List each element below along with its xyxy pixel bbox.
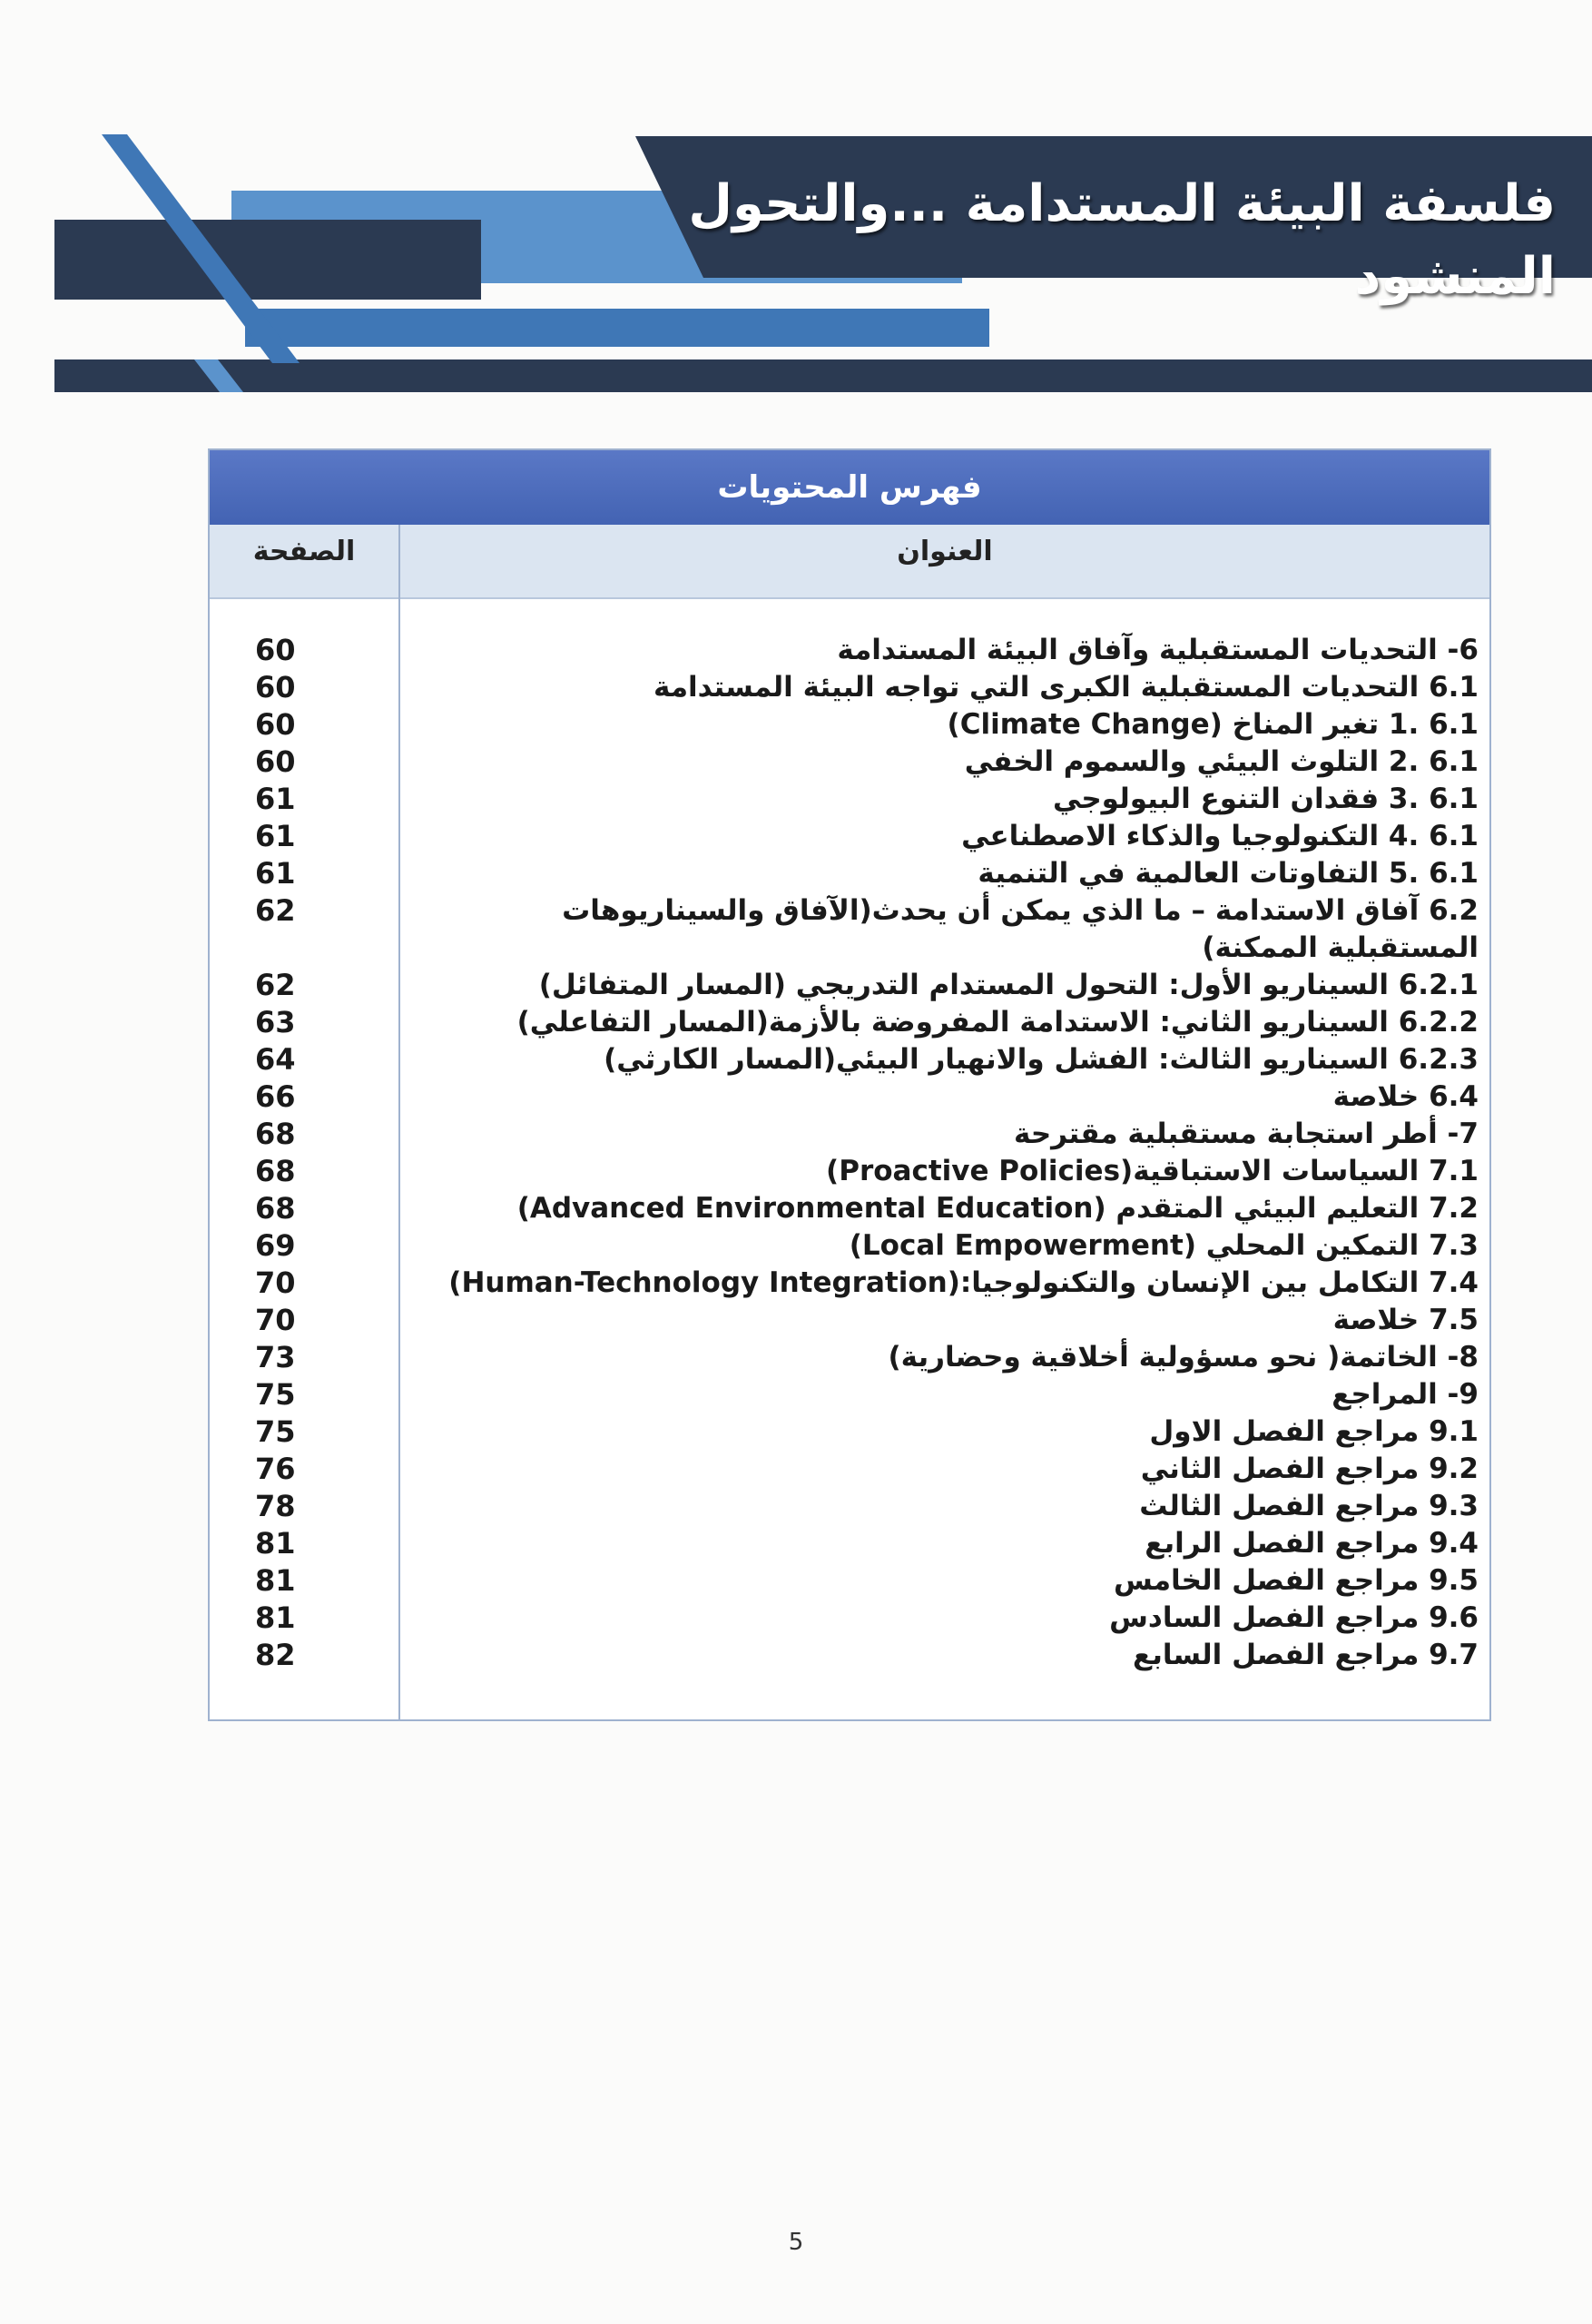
toc-entry-page: 68 [255,1117,296,1151]
toc-entry-title: 6- التحديات المستقبلية وآفاق البيئة المستدامة [837,634,1479,666]
toc-entry-title: 6.1 .2 التلوث البيئي والسموم الخفي [964,745,1479,778]
toc-title: فهرس المحتويات [210,450,1489,525]
toc-entry[interactable] [210,669,1489,706]
toc-entry[interactable] [210,1562,1489,1600]
toc-entry-title: 9.5 مراجع الفصل الخامس [1114,1564,1479,1597]
toc-entry-title: 9.2 مراجع الفصل الثاني [1140,1452,1479,1485]
toc-entry-title: 6.1 .4 التكنولوجيا والذكاء الاصطناعي [961,820,1479,852]
toc-entry-title: 9.6 مراجع الفصل السادس [1109,1601,1479,1634]
toc-entry-page: 81 [255,1563,296,1598]
toc-entry-title: 7.4 التكامل بين الإنسان والتكنولوجيا:(Human-Technology Integration) [448,1266,1479,1299]
toc-entry-title: 9.3 مراجع الفصل الثالث [1139,1490,1479,1522]
toc-entry-title: 9.1 مراجع الفصل الاول [1149,1415,1479,1448]
toc-entry-title: 6.4 خلاصة [1332,1080,1479,1113]
toc-entry[interactable] [210,855,1489,892]
toc-entry-title: 7.2 التعليم البيئي المتقدم (Advanced Environmental Education) [516,1192,1479,1225]
toc-entry[interactable] [210,1376,1489,1413]
toc-entry-page: 60 [255,707,296,742]
toc-entry[interactable] [210,1637,1489,1674]
toc-entry-page: 68 [255,1191,296,1226]
toc-entry-title: 6.2.2 السيناريو الثاني: الاستدامة المفروضة بالأزمة(المسار التفاعلي) [516,1006,1479,1039]
toc-entry[interactable] [210,781,1489,818]
toc-entry-title: 8- الخاتمة( نحو مسؤولية أخلاقية وحضارية) [888,1341,1479,1374]
toc-entry[interactable] [210,1302,1489,1339]
header-divider [210,597,1489,599]
toc-entry[interactable] [210,1116,1489,1153]
toc-entry-page: 60 [255,744,296,779]
toc-entry-title: 6.2.3 السيناريو الثالث: الفشل والانهيار البيئي(المسار الكارثي) [604,1043,1479,1076]
toc-entry-page: 60 [255,670,296,704]
toc-entry-title: 9.4 مراجع الفصل الرابع [1145,1527,1479,1560]
toc-entry-page: 62 [255,893,296,928]
toc-entry-page: 61 [255,819,296,853]
toc-entry-title: 7.1 السياسات الاستباقية(Proactive Policies) [826,1155,1479,1187]
toc-entry[interactable] [210,1413,1489,1451]
toc-entry[interactable] [210,1227,1489,1265]
toc-entry-title: 6.1 التحديات المستقبلية الكبرى التي تواجه البيئة المستدامة [654,671,1479,704]
toc-entry-page: 81 [255,1526,296,1561]
toc-entry-page: 81 [255,1600,296,1635]
toc-entry-page: 66 [255,1079,296,1114]
toc-entry-page: 82 [255,1638,296,1672]
toc-entry-title: 7- أطر استجابة مستقبلية مقترحة [1014,1118,1479,1150]
toc-entry-title: 9- المراجع [1332,1378,1479,1411]
toc-entry-title: 6.1 .5 التفاوتات العالمية في التنمية [978,857,1479,890]
toc-entry-page: 64 [255,1042,296,1077]
toc-entry[interactable] [210,1339,1489,1376]
toc-entry[interactable] [210,743,1489,781]
toc-entry-page: 73 [255,1340,296,1374]
toc-entry[interactable] [210,1265,1489,1302]
banner-bottom-stripe [54,359,1592,392]
column-header-title: العنوان [897,536,993,567]
toc-table [208,448,1491,1721]
toc-entry-page: 78 [255,1489,296,1523]
toc-entry[interactable] [210,1078,1489,1116]
toc-entry[interactable] [210,706,1489,743]
toc-entry-title: 7.5 خلاصة [1332,1304,1479,1336]
toc-entry[interactable] [210,1153,1489,1190]
toc-entry-page: 70 [255,1303,296,1337]
toc-entry[interactable] [210,1600,1489,1637]
toc-entry[interactable] [210,1004,1489,1041]
toc-entry[interactable] [210,1451,1489,1488]
toc-entry-title: 7.3 التمكين المحلي (Local Empowerment) [849,1229,1479,1262]
toc-entry-page: 69 [255,1228,296,1263]
toc-entry-page: 75 [255,1377,296,1412]
toc-entry-page: 61 [255,782,296,816]
toc-entry[interactable] [210,818,1489,855]
toc-entry-title: 6.2 آفاق الاستدامة – ما الذي يمكن أن يحدث(الآفاق والسيناريوهات المستقبلية الممكنة) [562,894,1479,964]
toc-entry-title: 9.7 مراجع الفصل السابع [1133,1639,1479,1671]
toc-entry-page: 61 [255,856,296,891]
toc-entry-page: 62 [255,968,296,1002]
toc-entry[interactable] [210,1190,1489,1227]
toc-entry-page: 63 [255,1005,296,1039]
toc-entry-page: 60 [255,633,296,667]
toc-entry-page: 75 [255,1414,296,1449]
banner-title: فلسفة البيئة المستدامة ...والتحول المنشود [688,174,1556,306]
banner-mid-bar [245,309,989,347]
toc-entry[interactable] [210,1488,1489,1525]
toc-entry[interactable] [210,967,1489,1004]
page-number: 5 [788,2229,804,2256]
toc-entry-page: 76 [255,1452,296,1486]
toc-entry-title: 6.1 .3 فقدان التنوع البيولوجي [1052,783,1479,815]
toc-entry-title: 6.1 .1 تغير المناخ (Climate Change) [947,708,1479,741]
column-header-page: الصفحة [252,536,356,567]
toc-entry-page: 70 [255,1265,296,1300]
toc-entry[interactable] [210,632,1489,669]
toc-entry-page: 68 [255,1154,296,1188]
toc-entry[interactable] [210,892,1489,967]
toc-entry[interactable] [210,1525,1489,1562]
toc-entries [210,632,1489,1674]
banner-left-dark-bar [54,220,481,300]
toc-entry-title: 6.2.1 السيناريو الأول: التحول المستدام التدريجي (المسار المتفائل) [538,969,1479,1001]
toc-entry[interactable] [210,1041,1489,1078]
